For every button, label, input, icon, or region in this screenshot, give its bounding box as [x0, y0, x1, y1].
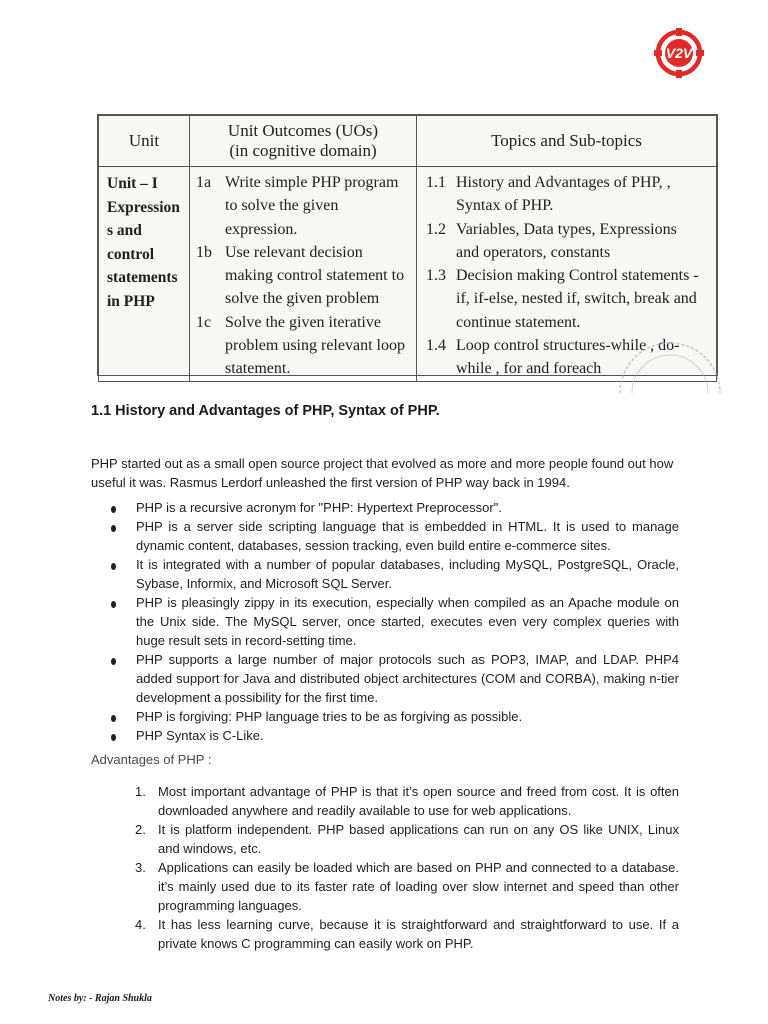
- syllabus-table: [97, 114, 718, 376]
- list-item: [91, 858, 679, 915]
- outcome-line: to solve the given: [225, 197, 339, 215]
- syllabus-grid: [98, 115, 717, 382]
- topic-text: [456, 218, 716, 265]
- outcome-line: expression.: [225, 220, 298, 238]
- table-row: [99, 167, 717, 382]
- bullet-icon: [111, 525, 116, 532]
- outcome-line: solve the given problem: [225, 290, 380, 308]
- table-header-row: [99, 116, 717, 167]
- outcome-num: 1b: [196, 243, 212, 261]
- bullet-text: It is integrated with a number of popular databases, including MySQL, PostgreSQL, Oracle, Sybase, Informix, and Microsoft SQL Server.: [136, 557, 679, 591]
- advantage-num: 2.: [135, 822, 146, 837]
- outcomes-cell: [190, 167, 417, 382]
- unit-line: control: [107, 245, 155, 263]
- unit-line: in PHP: [107, 292, 155, 310]
- outcome-text: [225, 241, 416, 311]
- unit-line: s and: [107, 222, 142, 239]
- outcome-line: Write simple PHP program: [225, 174, 399, 191]
- bullet-text: PHP is forgiving: PHP language tries to be as forgiving as possible.: [136, 709, 523, 724]
- advantage-text: Applications can easily be loaded which are based on PHP and connected to a database. it’s mainly used due to its faster rate of loading over slow internet and speed than other programming languages.: [158, 860, 679, 913]
- outcome-item: [190, 241, 416, 311]
- bullet-icon: [111, 715, 116, 722]
- header-topics: Topics and Sub-topics: [417, 116, 717, 167]
- outcome-item: [190, 311, 416, 381]
- bullet-icon: [111, 734, 116, 741]
- list-item: [91, 782, 679, 820]
- header-outcomes-line2: (in cognitive domain): [229, 141, 377, 160]
- outcome-line: problem using relevant loop: [225, 337, 405, 355]
- header-outcomes-line1: Unit Outcomes (UOs): [227, 121, 379, 140]
- topic-text: [456, 171, 716, 218]
- bullet-icon: [111, 563, 116, 570]
- topic-text: [456, 334, 716, 381]
- bullet-text: PHP supports a large number of major protocols such as POP3, IMAP, and LDAP. PHP4 added support for Java and distributed object architectures (COM and CORBA), making n-tier development a possibility for the first time.: [136, 652, 679, 705]
- topics-list: [417, 167, 716, 381]
- unit-line: statements: [107, 269, 178, 286]
- outcome-num: 1a: [196, 174, 212, 191]
- advantage-num: 1.: [135, 784, 146, 799]
- outcome-line: Solve the given iterative: [225, 313, 381, 331]
- outcome-text: [225, 171, 416, 241]
- list-item: [91, 707, 679, 726]
- bullet-text: PHP is a server side scripting language that is embedded in HTML. It is used to manage dynamic content, databases, session tracking, even build entire e-commerce sites.: [136, 519, 679, 553]
- topic-line: Loop control structures-while , do-: [456, 337, 680, 355]
- header-unit: Unit: [99, 116, 190, 167]
- bullet-text: PHP is a recursive acronym for "PHP: Hypertext Preprocessor".: [136, 500, 502, 515]
- outcome-line: making control statement to: [225, 267, 405, 285]
- topic-item: [417, 334, 716, 381]
- list-item: [91, 593, 679, 650]
- unit-cell: [99, 167, 190, 382]
- topic-line: Syntax of PHP.: [456, 197, 554, 215]
- outcomes-list: [190, 167, 416, 381]
- advantage-text: It has less learning curve, because it is straightforward and straightforward to use. If a private knows C programming can easily work on PHP.: [158, 917, 679, 951]
- topic-item: [417, 171, 716, 218]
- topic-item: [417, 264, 716, 334]
- bullet-icon: [111, 658, 116, 665]
- bullet-text: PHP Syntax is C-Like.: [136, 728, 264, 743]
- advantage-num: 4.: [135, 917, 146, 932]
- advantage-num: 3.: [135, 860, 146, 875]
- intro-paragraph: PHP started out as a small open source project that evolved as more and more people found out how useful it was. Rasmus Lerdorf unleashed the first version of PHP way back in 1994.: [91, 456, 674, 490]
- topic-num: 1.2: [426, 220, 446, 238]
- section-heading: 1.1 History and Advantages of PHP, Syntax of PHP.: [91, 403, 440, 419]
- unit-line: Unit – I: [107, 175, 158, 192]
- topic-line: if, if-else, nested if, switch, break and: [456, 290, 697, 308]
- logo-text: V2V: [665, 45, 693, 61]
- list-item: [91, 517, 679, 555]
- topic-line: and operators, constants: [456, 243, 611, 261]
- topic-line: History and Advantages of PHP, ,: [456, 174, 671, 191]
- advantages-heading: Advantages of PHP :: [91, 752, 212, 767]
- topic-line: Decision making Control statements -: [456, 267, 699, 285]
- topic-num: 1.1: [426, 174, 446, 191]
- list-item: [91, 650, 679, 707]
- outcome-item: [190, 171, 416, 241]
- outcome-num: 1c: [196, 313, 212, 331]
- unit-line: Expression: [107, 198, 180, 216]
- topic-num: 1.3: [426, 267, 446, 285]
- topic-line: while , for and foreach: [456, 360, 602, 378]
- list-item: [91, 915, 679, 953]
- list-item: [91, 820, 679, 858]
- list-item: [91, 726, 679, 745]
- bullet-icon: [111, 506, 116, 513]
- topic-line: continue statement.: [456, 313, 581, 331]
- bullet-icon: [111, 601, 116, 608]
- topic-line: Variables, Data types, Expressions: [456, 220, 677, 238]
- list-item: [91, 498, 679, 517]
- topic-num: 1.4: [426, 337, 446, 355]
- topic-item: [417, 218, 716, 265]
- advantage-text: Most important advantage of PHP is that it’s open source and freed from cost. It is often downloaded anywhere and readily available to use for web applications.: [158, 784, 679, 818]
- advantage-text: It is platform independent. PHP based applications can run on any OS like UNIX, Linux and windows, etc.: [158, 822, 679, 856]
- bullet-text: PHP is pleasingly zippy in its execution, especially when compiled as an Apache module on the Unix side. The MySQL server, once started, executes even very complex queries with huge result sets in record-setting time.: [136, 595, 679, 648]
- footer-author: Notes by: - Rajan Shukla: [48, 993, 152, 1004]
- v2v-logo-icon: [654, 28, 704, 78]
- topics-cell: [417, 167, 717, 382]
- outcome-line: statement.: [225, 360, 291, 378]
- features-bullet-list: [91, 498, 679, 745]
- advantages-list: [91, 782, 679, 953]
- outcome-line: Use relevant decision: [225, 243, 363, 261]
- topic-text: [456, 264, 716, 334]
- header-outcomes: [190, 116, 417, 167]
- list-item: [91, 555, 679, 593]
- outcome-text: [225, 311, 416, 381]
